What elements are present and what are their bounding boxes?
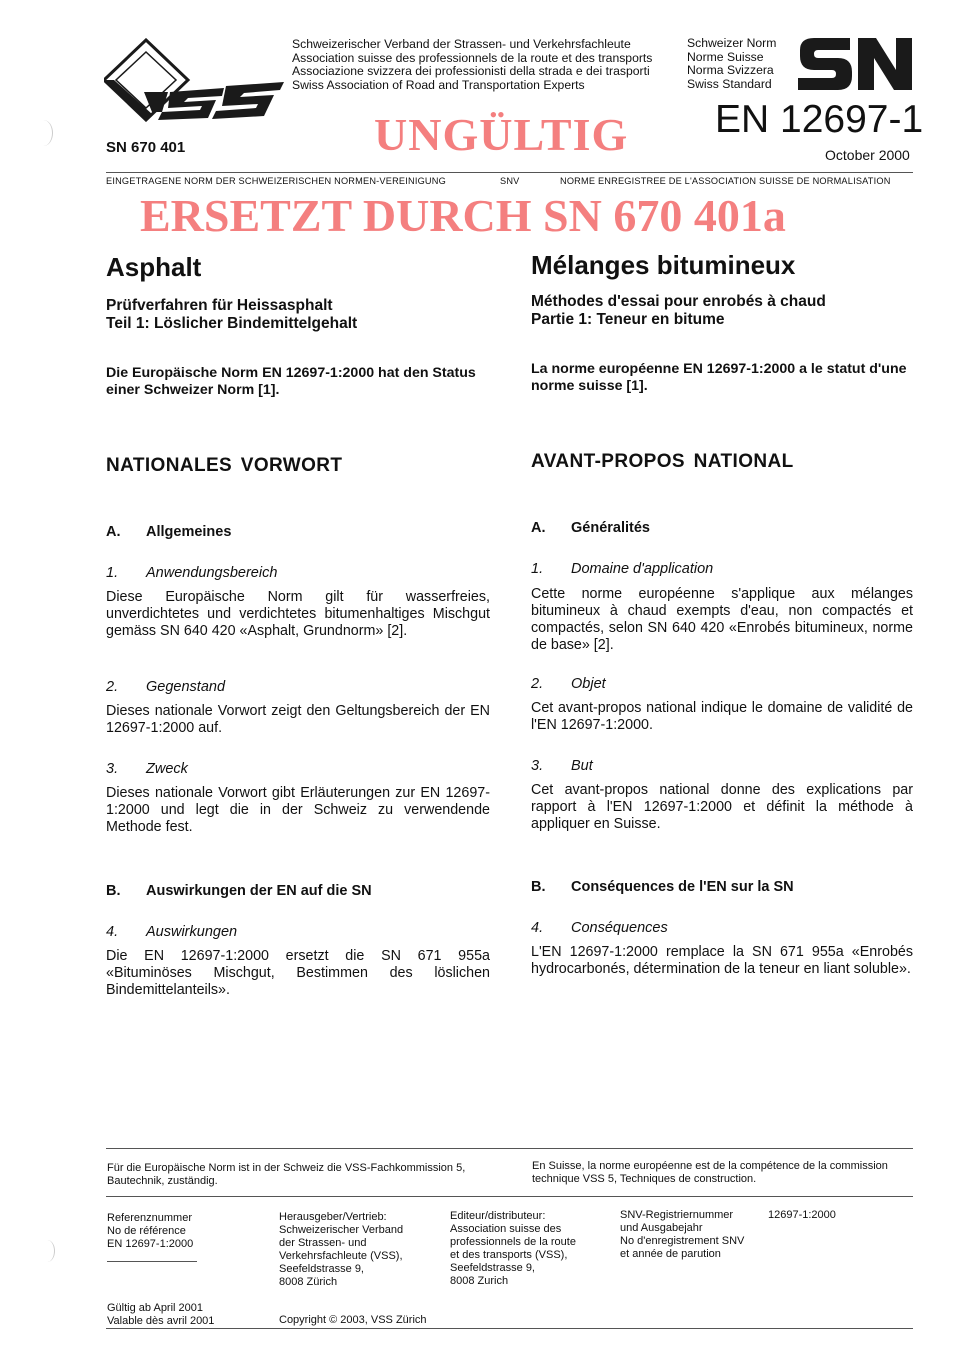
status-fr [531,361,913,395]
snv-line: et année de parution [620,1248,721,1260]
norm-line: Schweizer Norm [687,36,777,50]
header-rule [106,172,913,173]
paragraph-subject-fr: Cet avant-propos national indique le domaine de validité de l'EN 12697-1:2000. [531,700,913,733]
footer-rule-top [106,1148,913,1149]
reference-value: EN 12697-1:2000 [107,1238,194,1250]
norm-line: Norme Suisse [687,49,764,64]
norm-line: Norma Svizzera [687,63,774,78]
subsection-4-fr [531,920,913,936]
status-line: einer Schweizer Norm [1]. [106,382,280,398]
commission-note-fr [532,1160,913,1186]
title-fr: Mélanges bitumineux [531,250,796,280]
association-names [292,38,652,92]
publisher-line: professionnels de la route [450,1236,576,1248]
title-de: Asphalt [106,252,202,282]
section-title: Conséquences de l'EN sur la SN [571,879,794,895]
subsection-4-de [106,924,490,940]
validity [107,1302,214,1328]
national-foreword-heading-de: NATIONALES VORWORT [106,455,343,476]
section-title: Allgemeines [146,524,232,540]
status-de [106,365,490,399]
commission-note-de [107,1162,507,1188]
paragraph-scope-de: Diese Europäische Norm gilt für wasserfreies, unverdichtetes und verdichtetes bitumenhaltiges Mischgut gemäss SN 640 420 «Asphalt, Grundnorm» [2]. [106,589,490,639]
paragraph-purpose-de: Dieses nationale Vorwort gibt Erläuterungen zur EN 12697-1:2000 und legt die in der Schweiz zu verwendende Methode fest. [106,785,490,835]
subsection-title: Domaine d'application [571,561,714,577]
subsection-label: 4. [106,924,119,940]
subsection-3-fr [531,758,913,774]
publisher-line: Association suisse des [450,1223,562,1235]
subsection-title: Zweck [146,761,188,777]
paragraph-scope-fr: Cette norme européenne s'applique aux mélanges bitumineux à chaud exempts d'eau, non compactés et compactés, selon SN 640 420 «Enrobés bitumineux, norme de base» [2]. [531,586,913,653]
section-label: B. [531,879,546,895]
paragraph-purpose-fr: Cet avant-propos national donne des explications par rapport à l'EN 12697-1:2000 et définit la méthode à appliquer en Suisse. [531,782,913,832]
section-label: A. [106,524,121,540]
footer-rule-bottom [106,1328,913,1329]
section-b-de [106,883,490,899]
subsection-label: 4. [531,920,544,936]
subsection-label: 1. [106,565,119,581]
publisher-de [279,1211,403,1289]
subsection-2-fr [531,676,913,692]
national-foreword-heading-fr: AVANT-PROPOS NATIONAL [531,451,794,472]
publisher-line: der Strassen- und [279,1237,367,1249]
section-title: Généralités [571,520,650,536]
subsection-1-fr [531,561,913,577]
section-label: B. [106,883,121,899]
snv-registration-value: 12697-1:2000 [768,1209,836,1221]
subtitle-line: Partie 1: Teneur en bitume [531,311,725,328]
replaced-by-stamp: ERSETZT DURCH SN 670 401a [140,190,786,241]
subtitle-fr [531,293,913,329]
subtitle-line: Méthodes d'essai pour enrobés à chaud [531,293,826,310]
association-line: Associazione svizzera dei professionisti della strada e dei trasporti [292,64,650,79]
registration-fr: NORME ENREGISTREE DE L'ASSOCIATION SUISSE DE NORMALISATION [560,176,891,186]
association-line: Association suisse des professionnels de la route et des transports [292,50,653,65]
status-line: norme suisse [1]. [531,378,648,394]
subsection-title: Auswirkungen [146,924,238,940]
norm-line: Swiss Standard [687,76,772,91]
subsection-label: 3. [531,758,544,774]
section-title: Auswirkungen der EN auf die SN [146,883,372,899]
en-number: EN 12697-1 [715,98,924,141]
subsection-label: 2. [531,676,544,692]
note-line: Bautechnik, zuständig. [107,1175,218,1187]
publisher-line: Seefeldstrasse 9, [279,1263,364,1275]
subsection-label: 3. [106,761,119,777]
subsection-label: 1. [531,561,544,577]
vss-logo [104,38,286,122]
note-line: En Suisse, la norme européenne est de la compétence de la commission [532,1160,888,1172]
subsection-title: Gegenstand [146,679,226,695]
snv-registration [620,1209,744,1261]
copyright: Copyright © 2003, VSS Zürich [279,1314,427,1326]
sn-logo [796,36,916,92]
invalid-stamp: UNGÜLTIG [374,109,629,160]
reference-label: No de référence [107,1225,186,1237]
subtitle-line: Teil 1: Löslicher Bindemittelgehalt [106,315,358,332]
status-line: La norme européenne EN 12697-1:2000 a le statut d'une [531,361,907,377]
status-line: Die Europäische Norm EN 12697-1:2000 hat den Status [106,365,476,381]
subsection-title: Objet [571,676,606,692]
section-b-fr [531,879,913,895]
reference-number [107,1212,193,1251]
subsection-title: But [571,758,593,774]
publisher-line: Herausgeber/Vertrieb: [279,1211,387,1223]
subsection-title: Conséquences [571,920,668,936]
snv-line: SNV-Registriernummer [620,1209,734,1221]
footer-rule-mid [106,1196,913,1197]
note-line: technique VSS 5, Techniques de construction. [532,1173,757,1185]
validity-line: Valable dès avril 2001 [107,1315,215,1327]
snv-line: No d'enregistrement SNV [620,1235,745,1247]
paragraph-subject-de: Dieses nationale Vorwort zeigt den Geltungsbereich der EN 12697-1:2000 auf. [106,703,490,736]
association-line: Swiss Association of Road and Transportation Experts [292,77,585,92]
subtitle-line: Prüfverfahren für Heissasphalt [106,297,333,314]
subsection-2-de [106,679,490,695]
section-a-de [106,524,490,540]
snv-line: und Ausgabejahr [620,1222,703,1234]
paragraph-effects-de: Die EN 12697-1:2000 ersetzt die SN 671 955a «Bituminöses Mischgut, Bestimmen des löslichen Bindemittelanteils». [106,948,490,998]
section-label: A. [531,520,546,536]
publisher-line: Seefeldstrasse 9, [450,1262,535,1274]
subsection-label: 2. [106,679,119,695]
sn-number: SN 670 401 [106,139,186,156]
publisher-line: Schweizerischer Verband [279,1224,404,1236]
registration-de: EINGETRAGENE NORM DER SCHWEIZERISCHEN NORMEN-VEREINIGUNG [106,176,446,186]
reference-underline [107,1261,197,1262]
reference-label: Referenznummer [107,1212,192,1224]
punch-hole-mark [34,120,53,146]
subsection-3-de [106,761,490,777]
paragraph-effects-fr: L'EN 12697-1:2000 remplace la SN 671 955a «Enrobés hydrocarbonés, détermination de la teneur en liant soluble». [531,944,913,977]
section-a-fr [531,520,913,536]
registration-snv: SNV [500,176,520,186]
publisher-line: 8008 Zurich [450,1275,509,1287]
publisher-line: et des transports (VSS), [450,1249,568,1261]
publisher-fr [450,1210,576,1288]
subsection-1-de [106,565,490,581]
note-line: Für die Europäische Norm ist in der Schweiz die VSS-Fachkommission 5, [107,1162,466,1174]
subtitle-de [106,297,490,333]
swiss-standard-names [687,37,776,91]
publisher-line: 8008 Zürich [279,1276,338,1288]
subsection-title: Anwendungsbereich [146,565,278,581]
association-line: Schweizerischer Verband der Strassen- und Verkehrsfachleute [292,37,631,51]
validity-line: Gültig ab April 2001 [107,1302,204,1314]
publication-date: October 2000 [825,147,910,163]
publisher-line: Verkehrsfachleute (VSS), [279,1250,403,1262]
punch-hole-mark [40,1240,55,1262]
publisher-line: Editeur/distributeur: [450,1210,546,1222]
